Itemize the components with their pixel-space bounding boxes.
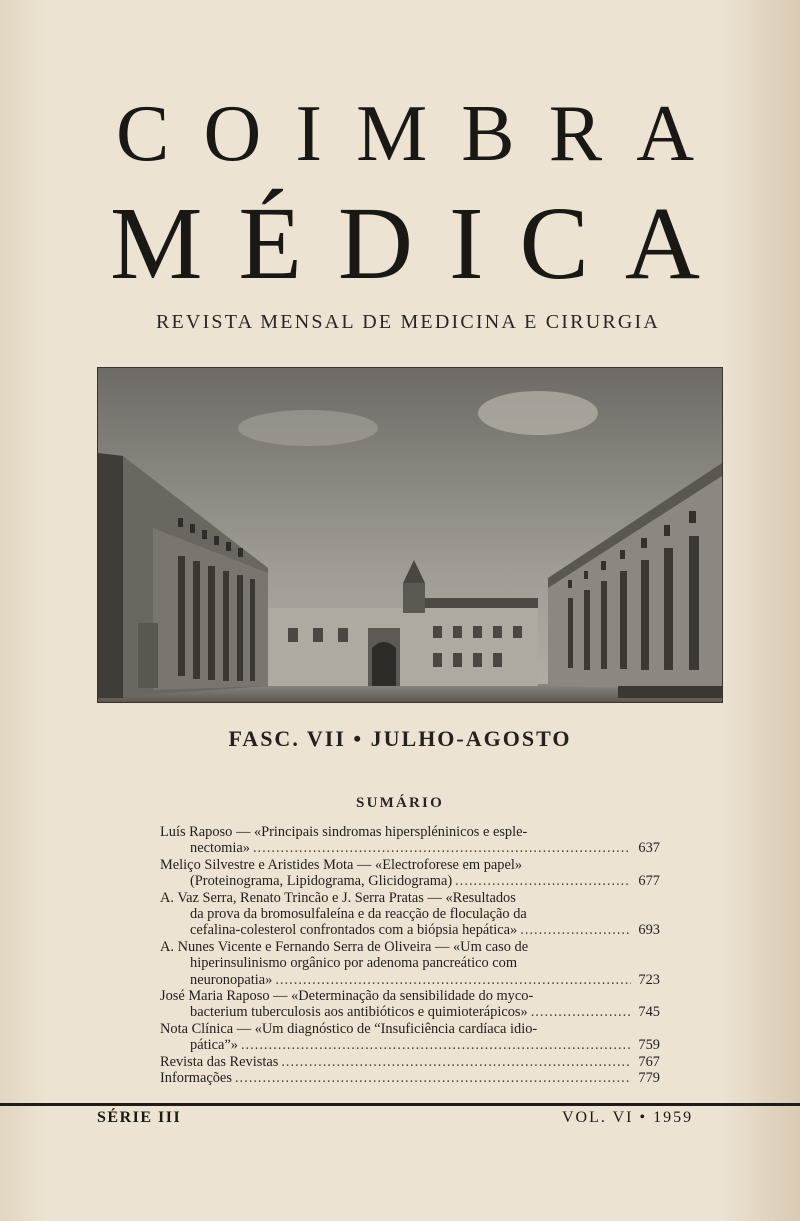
toc-text: bacterium tuberculosis aos antibióticos e quimioterápicos» xyxy=(190,1004,528,1021)
title-letter: A xyxy=(624,186,700,301)
title-letter: I xyxy=(295,90,322,178)
toc-page-number: 779 xyxy=(638,1070,660,1087)
title-letter: É xyxy=(238,186,302,301)
toc-line xyxy=(160,922,660,938)
title-letter: R xyxy=(548,90,603,178)
toc-text: Luís Raposo — «Principais sindromas hiperspléninicos e esple- xyxy=(160,824,528,840)
dot-leader xyxy=(241,1037,631,1053)
toc-text: neuronopatia» xyxy=(190,971,273,988)
toc-text: A. Vaz Serra, Renato Trincão e J. Serra Pratas — «Resultados xyxy=(160,889,516,906)
toc-line xyxy=(160,1004,660,1020)
toc-text: Informações xyxy=(160,1070,232,1087)
toc-entry xyxy=(160,1021,660,1054)
series-label: SÉRIE III xyxy=(97,1109,182,1126)
toc-line xyxy=(160,873,660,889)
toc-line xyxy=(160,1037,660,1053)
toc-entry xyxy=(160,857,660,890)
toc-page-number: 693 xyxy=(638,922,660,939)
dot-leader xyxy=(235,1070,631,1086)
dot-leader xyxy=(520,922,631,938)
dot-leader xyxy=(275,972,631,988)
toc-line xyxy=(160,1070,660,1086)
title-letter: M xyxy=(356,90,428,178)
toc-line xyxy=(160,824,660,840)
journal-subtitle: REVISTA MENSAL DE MEDICINA E CIRURGIA xyxy=(155,311,661,333)
toc-page-number: 745 xyxy=(638,1004,660,1021)
toc-line xyxy=(160,972,660,988)
title-letter: C xyxy=(519,186,589,301)
dot-leader xyxy=(531,1004,631,1020)
title-letter: D xyxy=(337,186,413,301)
title-letter: M xyxy=(110,186,203,301)
toc-entry xyxy=(160,1070,660,1086)
toc-text: A. Nunes Vicente e Fernando Serra de Oliveira — «Um caso de xyxy=(160,938,529,955)
toc-text: Revista das Revistas xyxy=(160,1053,279,1070)
fascicle-line: FASC. VII • JULHO-AGOSTO xyxy=(228,726,572,751)
toc-line xyxy=(160,939,660,955)
footer-rule xyxy=(0,1103,800,1106)
toc-text: (Proteinograma, Lipidograma, Glicidograma) xyxy=(190,873,453,890)
toc-entry xyxy=(160,890,660,939)
toc-text: Meliço Silvestre e Aristides Mota — «Electroforese em papel» xyxy=(160,856,523,873)
toc-page-number: 767 xyxy=(638,1053,660,1070)
toc-entry xyxy=(160,824,660,857)
toc-line xyxy=(160,988,660,1004)
title-letter: A xyxy=(636,90,694,178)
university-square-illustration xyxy=(98,368,722,702)
toc-page-number: 759 xyxy=(638,1037,660,1054)
title-letter: I xyxy=(448,186,484,301)
dot-leader xyxy=(281,1054,631,1070)
dot-leader xyxy=(253,840,631,856)
title-letter: C xyxy=(116,90,170,178)
title-medica xyxy=(110,186,700,301)
toc-text: hiperinsulinismo orgânico por adenoma pancreático com xyxy=(190,955,518,972)
title-coimbra xyxy=(110,92,700,176)
toc-entry xyxy=(160,988,660,1021)
toc-page-number: 723 xyxy=(638,971,660,988)
toc-text: da prova da bromosulfaleína e da reacção de floculação da xyxy=(190,906,527,923)
toc-text: nectomia» xyxy=(190,840,250,857)
toc-text: cefalina-colesterol confrontados com a biópsia hepática» xyxy=(190,922,518,939)
title-letter: O xyxy=(203,90,262,178)
toc-page-number: 677 xyxy=(638,873,660,890)
toc-line xyxy=(160,1054,660,1070)
toc-text: José Maria Raposo — «Determinação da sensibilidade do myco- xyxy=(160,988,534,1005)
toc-page-number: 637 xyxy=(638,840,660,857)
toc-line xyxy=(160,857,660,873)
table-of-contents xyxy=(160,824,660,1087)
dot-leader xyxy=(455,873,631,889)
toc-line xyxy=(160,840,660,856)
toc-line xyxy=(160,890,660,906)
cover-photograph xyxy=(97,367,723,703)
toc-text: Nota Clínica — «Um diagnóstico de “Insuficiência cardíaca idio- xyxy=(160,1020,538,1037)
summary-heading: SUMÁRIO xyxy=(356,795,444,811)
title-letter: B xyxy=(461,90,515,178)
volume-label: VOL. VI • 1959 xyxy=(562,1109,694,1126)
toc-line xyxy=(160,1021,660,1037)
toc-entry xyxy=(160,1054,660,1070)
toc-entry xyxy=(160,939,660,988)
toc-line xyxy=(160,955,660,971)
toc-text: pática”» xyxy=(190,1037,238,1054)
toc-line xyxy=(160,906,660,922)
